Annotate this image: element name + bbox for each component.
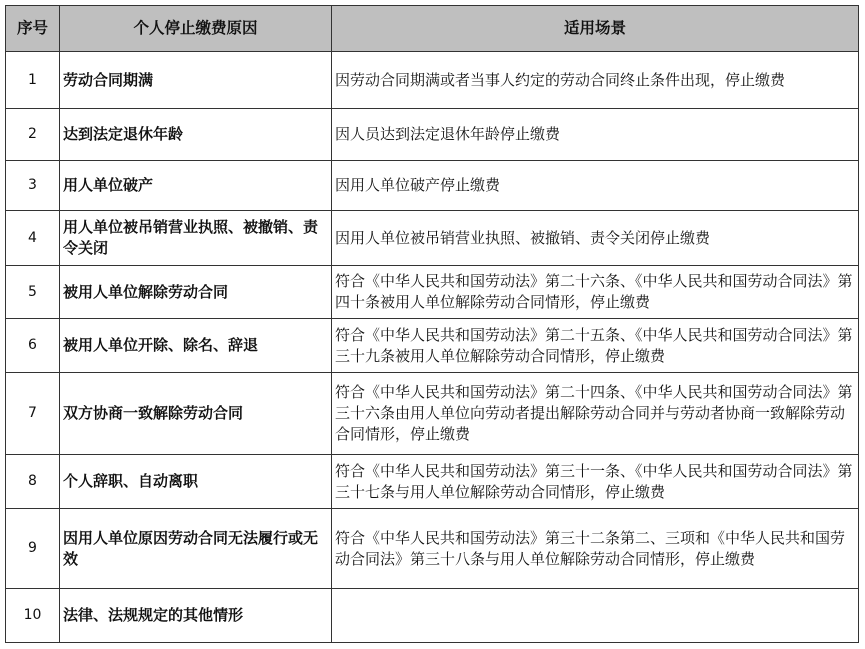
row-reason: 双方协商一致解除劳动合同 xyxy=(60,373,332,455)
row-reason: 因用人单位原因劳动合同无法履行或无效 xyxy=(60,509,332,589)
table-row xyxy=(6,211,859,266)
row-no: 2 xyxy=(6,109,60,161)
row-no: 8 xyxy=(6,455,60,509)
row-reason: 个人辞职、自动离职 xyxy=(60,455,332,509)
row-reason: 用人单位被吊销营业执照、被撤销、责令关闭 xyxy=(60,211,332,266)
row-scene xyxy=(332,589,859,643)
row-scene: 符合《中华人民共和国劳动法》第二十五条、《中华人民共和国劳动合同法》第三十九条被用人单位解除劳动合同情形，停止缴费 xyxy=(332,319,859,373)
row-no: 10 xyxy=(6,589,60,643)
row-no: 3 xyxy=(6,161,60,211)
row-scene: 符合《中华人民共和国劳动法》第三十一条、《中华人民共和国劳动合同法》第三十七条与用人单位解除劳动合同情形，停止缴费 xyxy=(332,455,859,509)
row-scene: 因劳动合同期满或者当事人约定的劳动合同终止条件出现，停止缴费 xyxy=(332,52,859,109)
table-row xyxy=(6,509,859,589)
row-no: 5 xyxy=(6,266,60,319)
table-row xyxy=(6,589,859,643)
row-scene: 因人员达到法定退休年龄停止缴费 xyxy=(332,109,859,161)
row-no: 7 xyxy=(6,373,60,455)
table-row xyxy=(6,373,859,455)
table-row xyxy=(6,319,859,373)
row-reason: 劳动合同期满 xyxy=(60,52,332,109)
row-no: 4 xyxy=(6,211,60,266)
row-reason: 达到法定退休年龄 xyxy=(60,109,332,161)
table-row xyxy=(6,455,859,509)
header-scene: 适用场景 xyxy=(332,6,859,52)
header-reason: 个人停止缴费原因 xyxy=(60,6,332,52)
row-reason: 被用人单位解除劳动合同 xyxy=(60,266,332,319)
row-reason: 被用人单位开除、除名、辞退 xyxy=(60,319,332,373)
table-row xyxy=(6,266,859,319)
row-scene: 符合《中华人民共和国劳动法》第三十二条第二、三项和《中华人民共和国劳动合同法》第三十八条与用人单位解除劳动合同情形，停止缴费 xyxy=(332,509,859,589)
table-row xyxy=(6,161,859,211)
row-scene: 符合《中华人民共和国劳动法》第二十四条、《中华人民共和国劳动合同法》第三十六条由用人单位向劳动者提出解除劳动合同并与劳动者协商一致解除劳动合同情形，停止缴费 xyxy=(332,373,859,455)
row-scene: 因用人单位被吊销营业执照、被撤销、责令关闭停止缴费 xyxy=(332,211,859,266)
row-scene: 符合《中华人民共和国劳动法》第二十六条、《中华人民共和国劳动合同法》第四十条被用人单位解除劳动合同情形，停止缴费 xyxy=(332,266,859,319)
document-page xyxy=(5,5,859,643)
row-scene: 因用人单位破产停止缴费 xyxy=(332,161,859,211)
row-no: 9 xyxy=(6,509,60,589)
table-header-row xyxy=(6,6,859,52)
row-reason: 用人单位破产 xyxy=(60,161,332,211)
row-no: 6 xyxy=(6,319,60,373)
table-row xyxy=(6,109,859,161)
stop-payment-table xyxy=(5,5,859,643)
table-row xyxy=(6,52,859,109)
row-no: 1 xyxy=(6,52,60,109)
row-reason: 法律、法规规定的其他情形 xyxy=(60,589,332,643)
header-no: 序号 xyxy=(6,6,60,52)
